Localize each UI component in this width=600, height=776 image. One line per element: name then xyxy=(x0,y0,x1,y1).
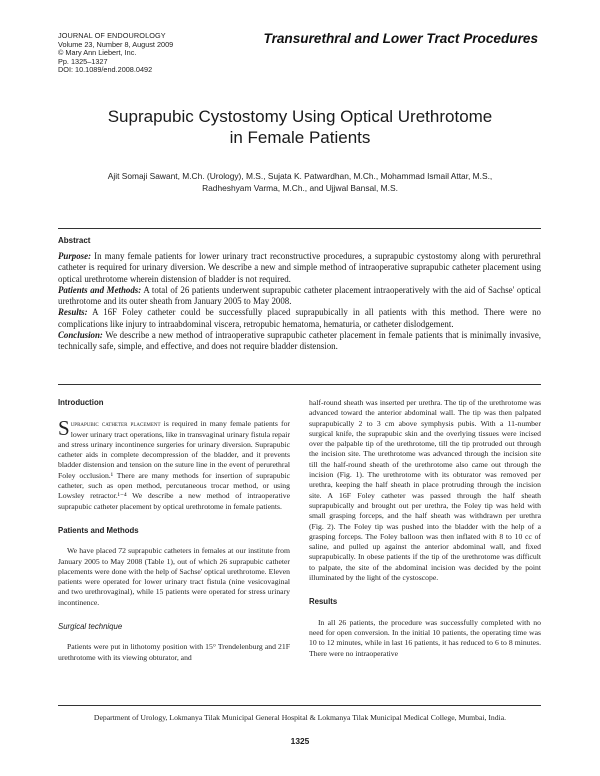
authors-line1: Ajit Somaji Sawant, M.Ch. (Urology), M.S., Sujata K. Patwardhan, M.Ch., Mohammad Ismail Attar, M.S., xyxy=(107,171,493,181)
article-title xyxy=(0,106,600,148)
surgical-technique-paragraph: Patients were put in lithotomy position with 15° Trendelenburg and 21F urethrotome with its viewing obturator, and xyxy=(58,642,290,662)
author-list xyxy=(95,170,505,194)
abstract-purpose-label: Purpose: xyxy=(58,251,92,261)
journal-meta xyxy=(58,32,173,75)
section-banner: Transurethral and Lower Tract Procedures xyxy=(263,31,538,46)
abstract-top-rule xyxy=(58,228,541,229)
results-heading: Results xyxy=(309,597,338,607)
drop-cap: S xyxy=(58,416,70,441)
journal-copyright: © Mary Ann Liebert, Inc. xyxy=(58,48,137,58)
patients-methods-paragraph: We have placed 72 suprapubic catheters in females at our institute from January 2005 to May 2008 (Table 1), out of which 26 suprapubic catheter placements were done with the help of Sachse' optical urethrotome. Eleven patients were operated for lower urinary tract fistula (nine vesicovaginal and two urethrovaginal), while 15 patients were operated for stress urinary incontinence. xyxy=(58,546,290,607)
article-title-line1: Suprapubic Cystostomy Using Optical Urethrotome xyxy=(107,107,493,126)
page-number: 1325 xyxy=(290,736,310,746)
introduction-paragraph xyxy=(58,416,290,512)
abstract-purpose-text: In many female patients for lower urinary tract reconstructive procedures, a suprapubic cystostomy along with perurethral catheter is required for urinary diversion. We describe a new and simple method of intraoperative suprapubic catheter placement using optical urethrotome wherein distension of bladder is not required. xyxy=(58,251,541,284)
abstract-body xyxy=(58,251,541,353)
abstract-heading: Abstract xyxy=(58,236,91,245)
abstract-purpose xyxy=(58,251,541,285)
authors-line2: Radheshyam Varma, M.Ch., and Ujjwal Bansal, M.S. xyxy=(202,183,398,194)
results-paragraph: In all 26 patients, the procedure was successfully completed with no need for open conversion. In the initial 10 patients, the operating time was 10 to 12 minutes, while in last 16 patients, it has reduced to 6 to 8 minutes. There were no intraoperative xyxy=(309,617,541,658)
journal-name: JOURNAL OF ENDOUROLOGY xyxy=(58,31,166,40)
abstract-conclusion-label: Conclusion: xyxy=(58,330,103,341)
affiliation-footnote: Department of Urology, Lokmanya Tilak Municipal General Hospital & Lokmanya Tilak Municipal Medical College, Mumbai, India. xyxy=(93,713,507,722)
technique-continued-paragraph: half-round sheath was inserted per urethra. The tip of the urethrotome was advanced toward the anterior abdominal wall. The tip was then palpated suprapubically 2 to 3 cm above symphysis pubis. With a 11-number surgical knife, the suprapubic skin and the overlying tissues were incised over the palpable tip of the urethrotome, till the tip protruded out through the incision site. The urethrotome was advanced through the incision site till the half-round sheath of the urethrotome also came out through the incision (Fig. 1). The urethrotome with its obturator was removed per urethra, keeping the half sheath in place protruding through the incision site. A 16F Foley catheter was passed through the half sheath suprapubically and brought out per urethra, the Foley tip was held with small grasping forceps, and the half sheath was withdrawn per urethra (Fig. 2). The Foley tip was pushed into the bladder with the help of a grasping forceps. The Foley balloon was then inflated with 8 to 10 cc of saline, and pulled up against the anterior abdominal wall, and fixed suprapubically. In obese patients if the tip of the urethrotome was difficult to palpate, the site of the abdominal incision was decided by the point illuminated by the light of the cystoscope. xyxy=(309,398,541,583)
abstract-patients-text: A total of 26 patients underwent suprapubic catheter placement intraoperatively with the aid of Sachse' optical urethrotome and its outer sheath from January 2005 to May 2008. xyxy=(58,284,541,307)
journal-pages: Pp. 1325–1327 xyxy=(58,56,108,66)
abstract-patients-label: Patients and Methods: xyxy=(58,284,142,295)
abstract-results-text: A 16F Foley catheter could be successfully placed suprapubically in all patients with this method. There were no complications like injury to intraabdominal viscera, retropubic hematoma, hematuria, or catheter dislodgement. xyxy=(58,307,541,329)
journal-volume: Volume 23, Number 8, August 2009 xyxy=(58,39,174,49)
intro-smallcaps: uprapubic catheter placement xyxy=(70,419,161,429)
left-column xyxy=(58,398,290,663)
abstract-conclusion-text: We describe a new method of intraoperative suprapubic catheter placement in female patients that is minimally invasive, technically safe, simple, and effective, and does not require bladder distension. xyxy=(58,330,541,352)
journal-doi: DOI: 10.1089/end.2008.0492 xyxy=(58,65,153,75)
article-title-line2: in Female Patients xyxy=(229,128,371,147)
intro-text: is required in many female patients for lower urinary tract operations, like in transvaginal urinary fistula repair and stress urinary incontinence surgeries for urinary diversion. Suprapubic catheter aids in complete decompression of the bladder, and it prevents bladder distension and tension on the suture line in the event of perurethral Foley occlusion.¹ There are many methods for insertion of suprapubic catheter, such as open method, percutaneous trocar method, or using Lowsley retractor.¹⁻⁴ We describe a new method of intraoperative suprapubic catheter placement by optical urethrotome in female patients. xyxy=(58,419,290,511)
abstract-results xyxy=(58,307,541,330)
surgical-technique-heading: Surgical technique xyxy=(58,622,123,632)
patients-methods-heading: Patients and Methods xyxy=(58,525,139,535)
introduction-heading: Introduction xyxy=(58,398,104,407)
right-column xyxy=(309,398,541,659)
abstract-patients xyxy=(58,285,541,308)
abstract-conclusion xyxy=(58,330,541,353)
abstract-results-label: Results: xyxy=(58,307,88,318)
abstract-bottom-rule xyxy=(58,384,541,385)
footer-rule xyxy=(58,705,541,706)
